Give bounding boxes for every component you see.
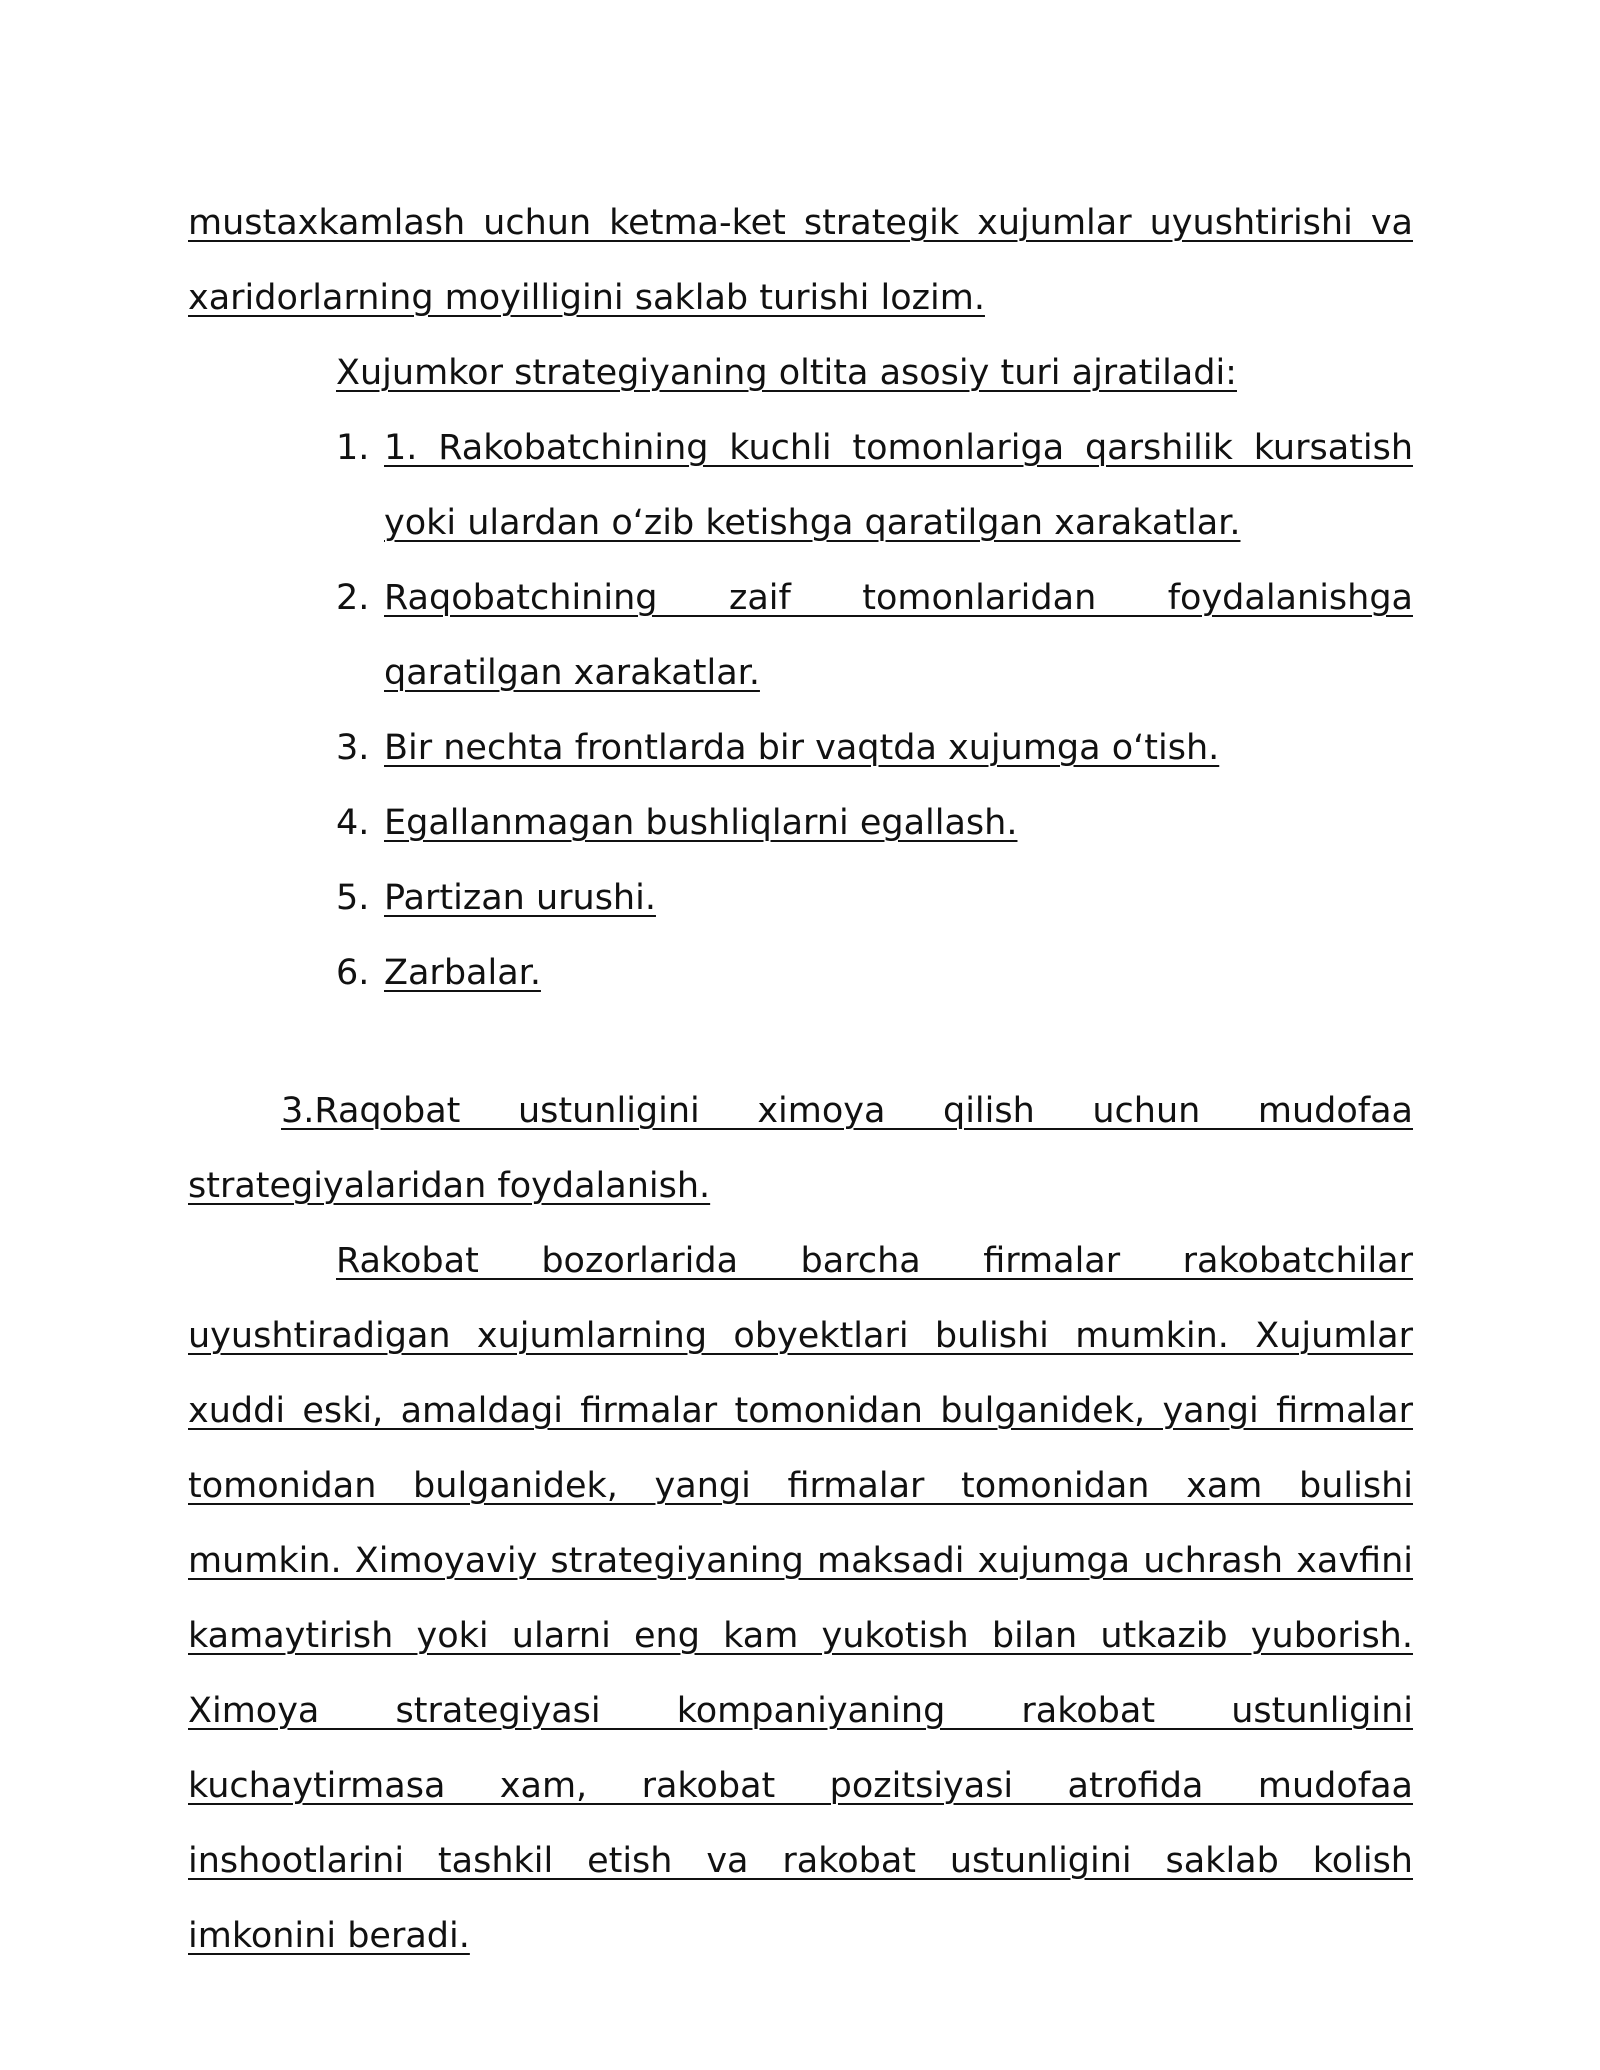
section-heading-text: 3.Raqobat ustunligini ximoya qilish uchun mudofaa strategiyalaridan foydalanish. <box>188 1091 1413 1206</box>
list-item-number: 3. <box>336 728 370 768</box>
list-item <box>336 411 1413 561</box>
list-item-text: 1. Rakobatchining kuchli tomonlariga qarshilik kursatish yoki ulardan o‘zib ketishga qaratilgan xarakatlar. <box>384 428 1413 543</box>
list-item <box>336 936 1413 1011</box>
list-intro <box>336 336 1413 411</box>
list-item-text: Zarbalar. <box>384 953 541 993</box>
strategy-list <box>336 411 1413 1011</box>
list-item-number: 4. <box>336 803 370 843</box>
list-item-text: Partizan urushi. <box>384 878 656 918</box>
list-item-number: 1. <box>336 428 370 468</box>
list-item <box>336 861 1413 936</box>
list-item-text: Bir nechta frontlarda bir vaqtda xujumga o‘tish. <box>384 728 1220 768</box>
body-paragraph <box>188 1224 1413 1974</box>
list-item-number: 6. <box>336 953 370 993</box>
body-paragraph-text: Rakobat bozorlarida barcha firmalar rakobatchilar uyushtiradigan xujumlarning obyektlari bulishi mumkin. Xujumlar xuddi eski, amaldagi firmalar tomonidan bulganidek, yangi firmalar tomonidan bulganidek, yangi firmalar tomonidan xam bulishi mumkin. Ximoyaviy strategiyaning maksadi xujumga uchrash xavfini kamaytirish yoki ularni eng kam yukotish bilan utkazib yuborish. Ximoya strategiyasi kompaniyaning rakobat ustunligini kuchaytirmasa xam, rakobat pozitsiyasi atrofida mudofaa inshootlarini tashkil etish va rakobat ustunligini saklab kolish imkonini beradi. <box>188 1241 1413 1956</box>
document-page <box>188 186 1413 1974</box>
list-item-text: Raqobatchining zaif tomonlaridan foydalanishga qaratilgan xarakatlar. <box>384 578 1413 693</box>
section-heading <box>188 1074 1413 1224</box>
paragraph-continuation-text: mustaxkamlash uchun ketma-ket strategik xujumlar uyushtirishi va xaridorlarning moyilligini saklab turishi lozim. <box>188 203 1413 318</box>
section-spacer <box>188 1011 1413 1074</box>
list-item <box>336 711 1413 786</box>
list-item-number: 2. <box>336 578 370 618</box>
paragraph-continuation <box>188 186 1413 336</box>
list-item-text: Egallanmagan bushliqlarni egallash. <box>384 803 1018 843</box>
list-item <box>336 786 1413 861</box>
list-item-number: 5. <box>336 878 370 918</box>
list-item <box>336 561 1413 711</box>
list-intro-text: Xujumkor strategiyaning oltita asosiy turi ajratiladi: <box>336 353 1237 393</box>
